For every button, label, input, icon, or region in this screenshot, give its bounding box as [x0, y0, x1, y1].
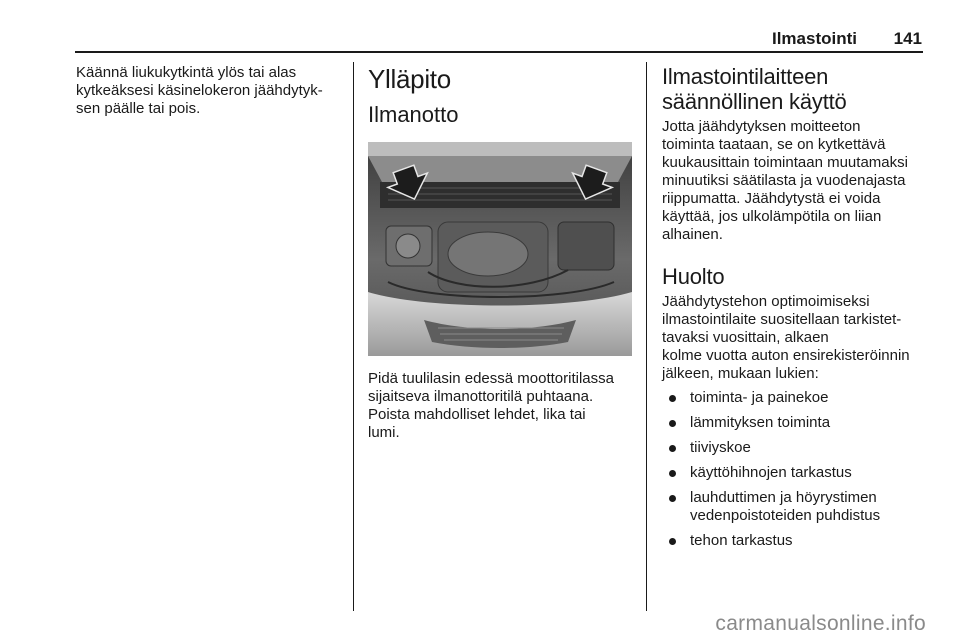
service-heading: Huolto [662, 264, 725, 289]
list-item: lämmityksen toiminta [662, 414, 927, 432]
column-2 [368, 64, 632, 442]
page-header [0, 0, 960, 56]
bullet-icon [669, 420, 676, 427]
section-title: Ilmastointi [771, 29, 857, 48]
glovebox-paragraph: Käännä liukukytkintä ylös tai alas kytkeäksesi käsinelokeron jäähdytyk- sen päälle tai pois. [76, 64, 323, 117]
service-paragraph: Jäähdytystehon optimoimiseksi ilmastointilaite suositellaan tarkistet- tavaksi vuosittain, alkaen kolme vuotta auton ensirekisteröinnin jälkeen, mukaan lukien: [662, 293, 910, 382]
regular-use-heading: Ilmastointilaitteen säännöllinen käyttö [662, 64, 847, 114]
list-item: lauhduttimen ja höyrystimen vedenpoistoteiden puhdistus [662, 489, 927, 525]
list-item: käyttöhihnojen tarkastus [662, 464, 927, 482]
bullet-icon [669, 538, 676, 545]
list-item: tehon tarkastus [662, 532, 927, 550]
page-number: 141 [893, 29, 922, 48]
list-item: tiiviyskoe [662, 439, 927, 457]
bullet-icon [669, 495, 676, 502]
column-1 [76, 64, 344, 118]
service-checklist [662, 389, 927, 550]
bullet-icon [669, 445, 676, 452]
bullet-icon [669, 395, 676, 402]
column-3 [662, 64, 927, 557]
column-divider [353, 62, 354, 611]
watermark: carmanualsonline.info [715, 612, 926, 635]
bullet-icon [669, 470, 676, 477]
column-divider [646, 62, 647, 611]
air-intake-heading: Ilmanotto [368, 102, 459, 127]
maintenance-heading: Ylläpito [368, 64, 451, 94]
header-rule [75, 51, 923, 53]
engine-bay-photo [368, 142, 632, 356]
list-item: toiminta- ja painekoe [662, 389, 927, 407]
air-intake-paragraph: Pidä tuulilasin edessä moottoritilassa sijaitseva ilmanottoritilä puhtaana. Poista mahdolliset lehdet, lika tai lumi. [368, 370, 614, 441]
regular-use-paragraph: Jotta jäähdytyksen moitteeton toiminta taataan, se on kytkettävä kuukausittain toimintaan muutamaksi minuutiksi säätilasta ja vuodenajasta riippumatta. Jäähdytystä ei voida käyttää, jos ulkolämpötila on liian alhainen. [662, 118, 908, 243]
